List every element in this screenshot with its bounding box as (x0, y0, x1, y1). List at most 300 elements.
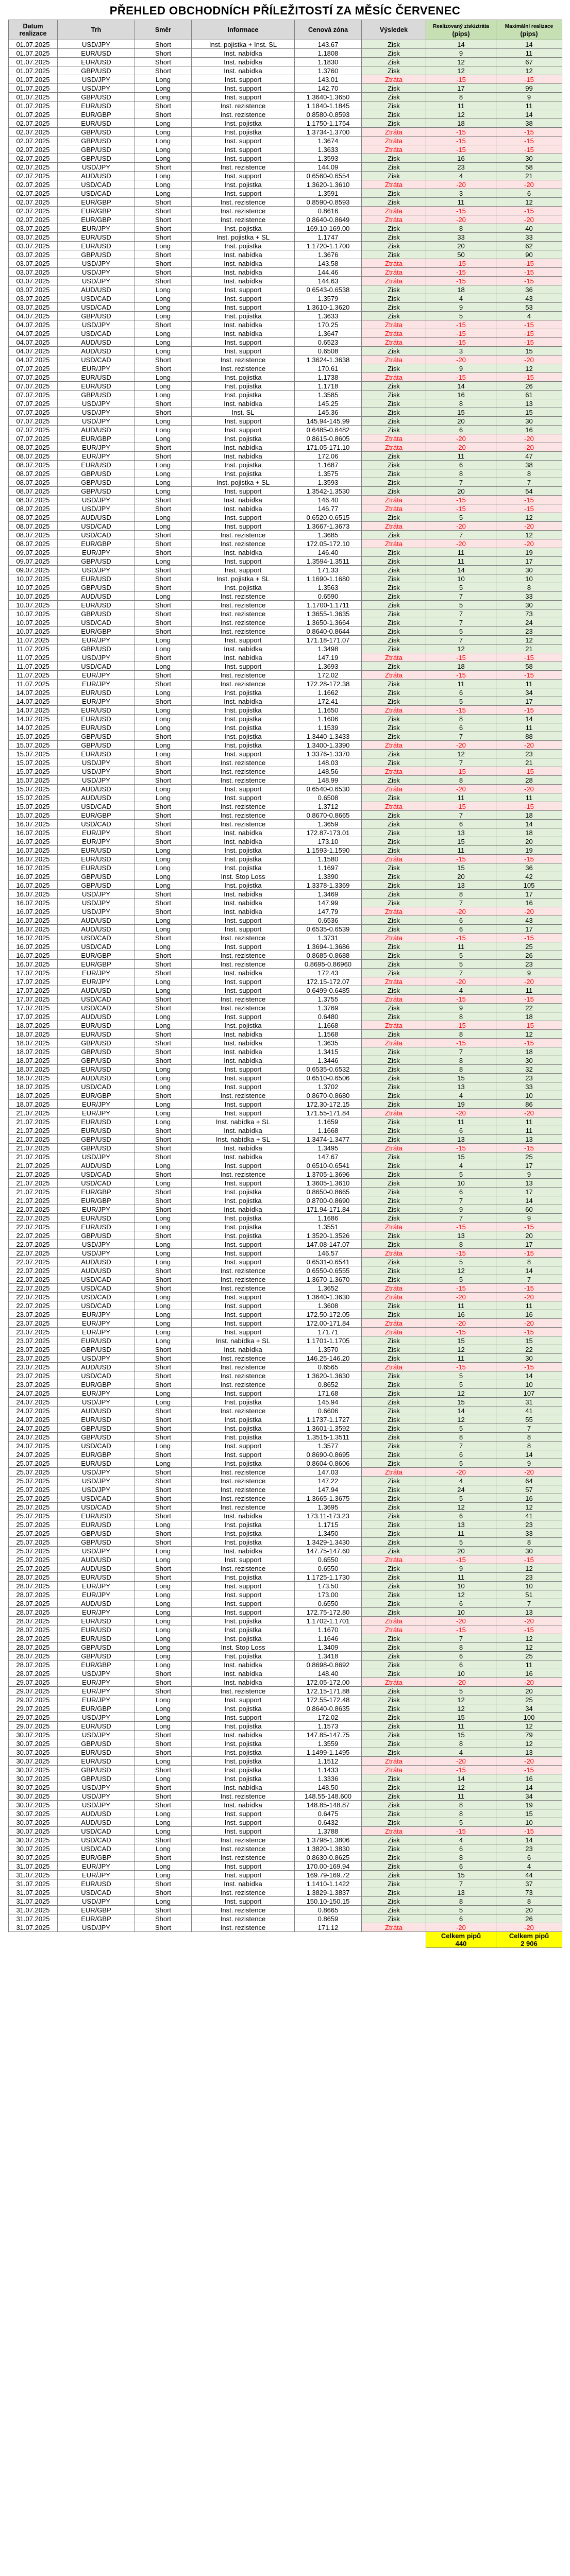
cell-max-pips: -15 (496, 706, 562, 715)
cell-max-pips: -15 (496, 1328, 562, 1336)
cell-direction: Short (135, 1468, 192, 1477)
cell-result: Ztráta (362, 320, 426, 329)
cell-direction: Short (135, 890, 192, 899)
total-result-value: 440 (455, 1940, 467, 1947)
cell-max-pips: 16 (496, 426, 562, 434)
cell-info: Inst. pojistka (192, 863, 295, 872)
cell-info: Inst. support (192, 154, 295, 163)
cell-info: Inst. rezistence (192, 1406, 295, 1415)
cell-market: GBP/USD (58, 1144, 135, 1153)
cell-market: USD/CAD (58, 355, 135, 364)
cell-result: Ztráta (362, 741, 426, 750)
cell-info: Inst. support (192, 172, 295, 180)
cell-result: Zisk (362, 601, 426, 609)
cell-info: Inst. pojistka (192, 1739, 295, 1748)
cell-direction: Short (135, 1205, 192, 1214)
cell-direction: Long (135, 1818, 192, 1827)
table-row (9, 1424, 562, 1433)
table-row (9, 1258, 562, 1266)
cell-market: USD/JPY (58, 1897, 135, 1906)
cell-market: EUR/USD (58, 1722, 135, 1731)
cell-result-pips: 9 (426, 1564, 496, 1573)
cell-result: Zisk (362, 1170, 426, 1179)
cell-market: USD/JPY (58, 1354, 135, 1363)
cell-result-pips: -15 (426, 207, 496, 215)
cell-max-pips: 18 (496, 1012, 562, 1021)
cell-market: EUR/USD (58, 1065, 135, 1074)
cell-zone: 172.87-173.01 (295, 828, 362, 837)
cell-result: Zisk (362, 627, 426, 636)
cell-result-pips: 7 (426, 478, 496, 487)
cell-result: Zisk (362, 863, 426, 872)
table-row (9, 1809, 562, 1818)
cell-result-pips: -20 (426, 977, 496, 986)
cell-info: Inst. nabídka (192, 320, 295, 329)
table-row (9, 916, 562, 925)
cell-market: EUR/USD (58, 1214, 135, 1223)
cell-result-pips: -15 (426, 855, 496, 863)
cell-direction: Short (135, 1801, 192, 1809)
cell-direction: Short (135, 680, 192, 688)
cell-info: Inst. pojistka (192, 469, 295, 478)
cell-result-pips: 4 (426, 1748, 496, 1757)
table-row (9, 539, 562, 548)
cell-result-pips: 6 (426, 916, 496, 925)
cell-date: 16.07.2025 (9, 942, 58, 951)
cell-result: Zisk (362, 1135, 426, 1144)
cell-result: Ztráta (362, 277, 426, 285)
cell-date: 30.07.2025 (9, 1818, 58, 1827)
cell-date: 11.07.2025 (9, 671, 58, 680)
cell-info: Inst. pojistka (192, 1520, 295, 1529)
cell-direction: Short (135, 110, 192, 119)
cell-market: AUD/USD (58, 1363, 135, 1371)
cell-direction: Long (135, 1582, 192, 1590)
cell-max-pips: 107 (496, 1389, 562, 1398)
cell-direction: Long (135, 986, 192, 995)
cell-result: Zisk (362, 1512, 426, 1520)
cell-date: 30.07.2025 (9, 1809, 58, 1818)
cell-zone: 1.1747 (295, 233, 362, 242)
cell-result-pips: 16 (426, 391, 496, 399)
cell-market: GBP/USD (58, 128, 135, 137)
cell-info: Inst. rezistence (192, 1844, 295, 1853)
cell-info: Inst. rezistence (192, 776, 295, 785)
cell-max-pips: -15 (496, 128, 562, 137)
cell-max-pips: 14 (496, 1266, 562, 1275)
cell-max-pips: 15 (496, 408, 562, 417)
cell-max-pips: 12 (496, 1503, 562, 1512)
cell-max-pips: 13 (496, 1608, 562, 1617)
cell-result: Ztráta (362, 329, 426, 338)
cell-result-pips: 8 (426, 399, 496, 408)
table-row (9, 977, 562, 986)
cell-market: USD/CAD (58, 820, 135, 828)
cell-result: Zisk (362, 583, 426, 592)
cell-date: 15.07.2025 (9, 793, 58, 802)
cell-zone: 1.3409 (295, 1643, 362, 1652)
cell-result: Ztráta (362, 355, 426, 364)
cell-max-pips: -15 (496, 504, 562, 513)
cell-market: AUD/USD (58, 592, 135, 601)
cell-direction: Long (135, 522, 192, 531)
cell-date: 22.07.2025 (9, 1231, 58, 1240)
cell-info: Inst. support (192, 338, 295, 347)
cell-direction: Long (135, 469, 192, 478)
cell-zone: 1.1701-1.1705 (295, 1336, 362, 1345)
cell-max-pips: 31 (496, 1398, 562, 1406)
cell-max-pips: 36 (496, 863, 562, 872)
table-row (9, 1512, 562, 1520)
cell-market: USD/CAD (58, 1170, 135, 1179)
cell-max-pips: -15 (496, 145, 562, 154)
cell-market: USD/JPY (58, 84, 135, 93)
table-row (9, 960, 562, 969)
cell-direction: Long (135, 1862, 192, 1871)
cell-date: 02.07.2025 (9, 189, 58, 198)
cell-result: Zisk (362, 618, 426, 627)
cell-direction: Long (135, 1223, 192, 1231)
cell-market: GBP/USD (58, 1774, 135, 1783)
cell-direction: Long (135, 84, 192, 93)
table-row (9, 137, 562, 145)
cell-date: 08.07.2025 (9, 478, 58, 487)
cell-info: Inst. nabídka (192, 329, 295, 338)
cell-zone: 0.6510-0.6506 (295, 1074, 362, 1082)
cell-result: Zisk (362, 969, 426, 977)
cell-market: AUD/USD (58, 347, 135, 355)
cell-max-pips: 33 (496, 1082, 562, 1091)
table-row (9, 1485, 562, 1494)
cell-info: Inst. nabídka (192, 496, 295, 504)
cell-date: 02.07.2025 (9, 119, 58, 128)
cell-market: EUR/GBP (58, 215, 135, 224)
table-row (9, 1914, 562, 1923)
cell-result-pips: -15 (426, 277, 496, 285)
table-row (9, 995, 562, 1004)
cell-result-pips: 12 (426, 645, 496, 653)
cell-market: GBP/USD (58, 583, 135, 592)
cell-result: Ztráta (362, 128, 426, 137)
table-row (9, 1783, 562, 1792)
cell-max-pips: 105 (496, 881, 562, 890)
cell-date: 04.07.2025 (9, 347, 58, 355)
cell-zone: 171.71 (295, 1328, 362, 1336)
cell-direction: Short (135, 531, 192, 539)
cell-zone: 0.8690-0.8695 (295, 1450, 362, 1459)
cell-date: 28.07.2025 (9, 1573, 58, 1582)
table-row (9, 1170, 562, 1179)
cell-market: GBP/USD (58, 732, 135, 741)
cell-info: Inst. pojistka (192, 180, 295, 189)
table-row (9, 820, 562, 828)
cell-info: Inst. support (192, 303, 295, 312)
cell-max-pips: 14 (496, 1196, 562, 1205)
cell-zone: 1.3551 (295, 1223, 362, 1231)
cell-result: Ztráta (362, 995, 426, 1004)
cell-info: Inst. rezistence (192, 802, 295, 811)
cell-max-pips: 9 (496, 1214, 562, 1223)
cell-result: Ztráta (362, 802, 426, 811)
cell-market: USD/JPY (58, 163, 135, 172)
cell-market: EUR/USD (58, 1757, 135, 1766)
cell-market: USD/JPY (58, 40, 135, 49)
table-row (9, 1625, 562, 1634)
cell-zone: 0.6550-0.6555 (295, 1266, 362, 1275)
cell-direction: Long (135, 916, 192, 925)
cell-direction: Long (135, 557, 192, 566)
cell-max-pips: -20 (496, 180, 562, 189)
cell-zone: 1.3559 (295, 1739, 362, 1748)
cell-info: Inst. nabídka (192, 1669, 295, 1678)
cell-max-pips: 8 (496, 1897, 562, 1906)
table-row (9, 1678, 562, 1687)
cell-direction: Long (135, 1617, 192, 1625)
cell-zone: 0.8685-0.8688 (295, 951, 362, 960)
cell-zone: 0.6606 (295, 1406, 362, 1415)
cell-direction: Short (135, 224, 192, 233)
cell-zone: 1.3610-1.3620 (295, 303, 362, 312)
table-row (9, 373, 562, 382)
cell-date: 08.07.2025 (9, 469, 58, 478)
cell-direction: Long (135, 119, 192, 128)
cell-date: 14.07.2025 (9, 706, 58, 715)
table-row (9, 837, 562, 846)
table-row (9, 1792, 562, 1801)
cell-result: Zisk (362, 1082, 426, 1091)
cell-result: Zisk (362, 487, 426, 496)
table-row (9, 1529, 562, 1538)
cell-direction: Long (135, 1608, 192, 1617)
col-direction: Směr (135, 20, 192, 40)
cell-date: 21.07.2025 (9, 1144, 58, 1153)
cell-date: 07.07.2025 (9, 364, 58, 373)
cell-info: Inst. rezistence (192, 355, 295, 364)
cell-zone: 1.1830 (295, 58, 362, 66)
cell-direction: Long (135, 1310, 192, 1319)
cell-date: 11.07.2025 (9, 645, 58, 653)
table-row (9, 609, 562, 618)
cell-market: EUR/USD (58, 233, 135, 242)
cell-result-pips: 50 (426, 250, 496, 259)
cell-result-pips: 12 (426, 1696, 496, 1704)
cell-date: 08.07.2025 (9, 513, 58, 522)
cell-result-pips: -15 (426, 1039, 496, 1047)
cell-date: 30.07.2025 (9, 1774, 58, 1783)
cell-result: Zisk (362, 469, 426, 478)
table-row (9, 1862, 562, 1871)
cell-result-pips: 13 (426, 1520, 496, 1529)
cell-result: Zisk (362, 1906, 426, 1914)
cell-zone: 147.22 (295, 1477, 362, 1485)
cell-date: 09.07.2025 (9, 548, 58, 557)
cell-info: Inst. pojistka (192, 1021, 295, 1030)
cell-direction: Short (135, 539, 192, 548)
table-row (9, 1091, 562, 1100)
table-row (9, 1590, 562, 1599)
cell-result-pips: 18 (426, 119, 496, 128)
cell-result: Zisk (362, 1117, 426, 1126)
table-row (9, 1179, 562, 1188)
cell-info: Inst. pojistka (192, 1223, 295, 1231)
cell-direction: Short (135, 767, 192, 776)
cell-max-pips: 32 (496, 1065, 562, 1074)
cell-zone: 172.28-172.38 (295, 680, 362, 688)
cell-date: 09.07.2025 (9, 557, 58, 566)
cell-zone: 1.3579 (295, 294, 362, 303)
cell-result: Zisk (362, 58, 426, 66)
col-max-pips-unit: (pips) (520, 30, 538, 38)
table-row (9, 872, 562, 881)
cell-direction: Long (135, 592, 192, 601)
cell-info: Inst. rezistence (192, 1363, 295, 1371)
cell-market: AUD/USD (58, 1406, 135, 1415)
cell-market: USD/CAD (58, 662, 135, 671)
cell-info: Inst. rezistence (192, 1914, 295, 1923)
cell-zone: 1.1718 (295, 382, 362, 391)
cell-info: Inst. pojistka (192, 1634, 295, 1643)
cell-date: 17.07.2025 (9, 969, 58, 977)
cell-info: Inst. support (192, 1328, 295, 1336)
cell-market: EUR/USD (58, 119, 135, 128)
table-row (9, 1249, 562, 1258)
cell-direction: Long (135, 741, 192, 750)
cell-direction: Long (135, 1249, 192, 1258)
cell-max-pips: 26 (496, 382, 562, 391)
cell-date: 03.07.2025 (9, 250, 58, 259)
cell-info: Inst. nabídka (192, 1030, 295, 1039)
table-row (9, 1415, 562, 1424)
cell-result-pips: 13 (426, 1231, 496, 1240)
cell-result-pips: 16 (426, 1310, 496, 1319)
cell-info: Inst. support (192, 93, 295, 101)
cell-direction: Short (135, 1415, 192, 1424)
cell-date: 16.07.2025 (9, 934, 58, 942)
cell-max-pips: 33 (496, 1529, 562, 1538)
cell-max-pips: 16 (496, 1310, 562, 1319)
table-row (9, 706, 562, 715)
cell-zone: 1.3593 (295, 154, 362, 163)
cell-info: Inst. pojistka (192, 1231, 295, 1240)
cell-max-pips: 7 (496, 1424, 562, 1433)
cell-zone: 1.3655-1.3635 (295, 609, 362, 618)
cell-result: Zisk (362, 1634, 426, 1643)
cell-market: GBP/USD (58, 1766, 135, 1774)
cell-info: Inst. pojistka (192, 1617, 295, 1625)
table-row (9, 75, 562, 84)
col-info: Informace (192, 20, 295, 40)
cell-result-pips: -20 (426, 1678, 496, 1687)
cell-market: AUD/USD (58, 172, 135, 180)
cell-info: Inst. support (192, 1249, 295, 1258)
cell-info: Inst. nabídka (192, 1126, 295, 1135)
cell-date: 22.07.2025 (9, 1301, 58, 1310)
cell-max-pips: 17 (496, 925, 562, 934)
cell-market: USD/JPY (58, 1240, 135, 1249)
cell-market: EUR/JPY (58, 1687, 135, 1696)
cell-date: 01.07.2025 (9, 93, 58, 101)
cell-zone: 1.3820-1.3830 (295, 1844, 362, 1853)
cell-zone: 1.3474-1.3477 (295, 1135, 362, 1144)
cell-direction: Short (135, 1879, 192, 1888)
cell-max-pips: -15 (496, 1625, 562, 1634)
table-row (9, 329, 562, 338)
table-row (9, 522, 562, 531)
cell-result-pips: 7 (426, 969, 496, 977)
cell-result-pips: 8 (426, 1056, 496, 1065)
cell-info: Inst. support (192, 986, 295, 995)
cell-market: GBP/USD (58, 1039, 135, 1047)
cell-direction: Long (135, 636, 192, 645)
cell-result-pips: 12 (426, 1389, 496, 1398)
cell-info: Inst. rezistence (192, 1284, 295, 1293)
cell-direction: Short (135, 364, 192, 373)
cell-date: 10.07.2025 (9, 592, 58, 601)
cell-result: Zisk (362, 793, 426, 802)
cell-market: EUR/USD (58, 706, 135, 715)
cell-result-pips: 9 (426, 1004, 496, 1012)
cell-direction: Short (135, 1004, 192, 1012)
table-row (9, 1739, 562, 1748)
cell-zone: 173.10 (295, 837, 362, 846)
cell-market: USD/JPY (58, 1669, 135, 1678)
table-row (9, 1196, 562, 1205)
table-row (9, 303, 562, 312)
cell-result: Zisk (362, 49, 426, 58)
cell-result-pips: -20 (426, 1757, 496, 1766)
cell-date: 16.07.2025 (9, 960, 58, 969)
cell-result: Ztráta (362, 1319, 426, 1328)
cell-result-pips: -15 (426, 1625, 496, 1634)
table-row (9, 285, 562, 294)
cell-zone: 1.1650 (295, 706, 362, 715)
cell-direction: Short (135, 268, 192, 277)
cell-date: 15.07.2025 (9, 741, 58, 750)
cell-zone: 1.1499-1.1495 (295, 1748, 362, 1757)
cell-result: Zisk (362, 1047, 426, 1056)
table-row (9, 1214, 562, 1223)
cell-date: 18.07.2025 (9, 1056, 58, 1065)
cell-info: Inst. nabídka (192, 1678, 295, 1687)
cell-zone: 172.55-172.48 (295, 1696, 362, 1704)
cell-market: USD/CAD (58, 522, 135, 531)
cell-result: Zisk (362, 846, 426, 855)
cell-info: Inst. pojistka (192, 846, 295, 855)
cell-result: Ztráta (362, 934, 426, 942)
cell-result-pips: 12 (426, 1266, 496, 1275)
cell-result: Zisk (362, 1608, 426, 1617)
cell-zone: 1.3769 (295, 1004, 362, 1012)
table-row (9, 207, 562, 215)
cell-market: EUR/GBP (58, 1660, 135, 1669)
cell-market: EUR/JPY (58, 224, 135, 233)
cell-market: EUR/USD (58, 1879, 135, 1888)
cell-direction: Long (135, 513, 192, 522)
cell-zone: 0.6499-0.6485 (295, 986, 362, 995)
cell-direction: Short (135, 1188, 192, 1196)
table-row (9, 496, 562, 504)
cell-info: Inst. support (192, 1897, 295, 1906)
cell-info: Inst. support (192, 1555, 295, 1564)
table-row (9, 583, 562, 592)
cell-date: 17.07.2025 (9, 1004, 58, 1012)
cell-zone: 169.10-169.00 (295, 224, 362, 233)
cell-info: Inst. rezistence (192, 811, 295, 820)
cell-zone: 172.30-172.15 (295, 1100, 362, 1109)
cell-zone: 171.68 (295, 1389, 362, 1398)
cell-result-pips: 5 (426, 1494, 496, 1503)
cell-result-pips: 18 (426, 285, 496, 294)
